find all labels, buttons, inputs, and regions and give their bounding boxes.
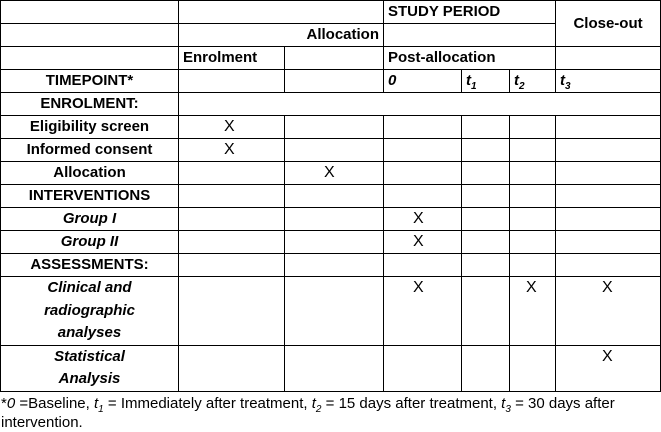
blank-cell — [179, 208, 285, 231]
blank-cell — [384, 254, 462, 277]
mark-consent-enrolment: X — [179, 139, 285, 162]
row-group2 — [1, 231, 661, 254]
blank-cell — [179, 1, 384, 24]
t3-letter: t — [560, 72, 566, 89]
row-label-clinical: Clinical and radiographic analyses — [1, 277, 179, 346]
blank-cell — [384, 162, 462, 185]
section-interventions: INTERVENTIONS — [1, 185, 179, 208]
blank-cell — [462, 345, 510, 391]
blank-cell — [462, 231, 510, 254]
blank-cell — [1, 47, 179, 70]
mark-clinical-t3: X — [556, 277, 661, 346]
blank-cell — [510, 185, 556, 208]
row-label-eligibility: Eligibility screen — [1, 116, 179, 139]
blank-cell — [510, 345, 556, 391]
timepoint-t2 — [510, 70, 556, 93]
blank-cell — [556, 47, 661, 70]
blank-cell — [179, 277, 285, 346]
t2-subscript: 2 — [519, 81, 525, 92]
blank-cell — [462, 162, 510, 185]
study-period-header: STUDY PERIOD — [384, 1, 556, 24]
row-statistical — [1, 345, 661, 391]
blank-cell — [179, 345, 285, 391]
blank-cell — [556, 254, 661, 277]
mark-group1-0: X — [384, 208, 462, 231]
footnote-t2-sub: 2 — [315, 404, 322, 415]
post-allocation-header: Post-allocation — [384, 47, 556, 70]
blank-cell — [285, 345, 384, 391]
blank-cell — [285, 277, 384, 346]
blank-cell — [285, 185, 384, 208]
blank-cell — [462, 139, 510, 162]
row-eligibility — [1, 116, 661, 139]
blank-cell — [285, 116, 384, 139]
blank-cell — [179, 93, 661, 116]
mark-group2-0: X — [384, 231, 462, 254]
blank-cell — [384, 185, 462, 208]
footnote-baseline: =Baseline, — [15, 395, 94, 412]
blank-cell — [462, 277, 510, 346]
blank-cell — [462, 208, 510, 231]
timepoint-0: 0 — [384, 70, 462, 93]
blank-cell — [556, 231, 661, 254]
mark-eligibility-enrolment: X — [179, 116, 285, 139]
blank-cell — [285, 254, 384, 277]
footnote-t1: t — [94, 395, 99, 412]
blank-cell — [179, 70, 285, 93]
row-label-group1: Group I — [1, 208, 179, 231]
footnote-t3: t — [501, 395, 506, 412]
row-label-group2: Group II — [1, 231, 179, 254]
blank-cell — [285, 208, 384, 231]
blank-cell — [1, 24, 179, 47]
blank-cell — [462, 116, 510, 139]
blank-cell — [510, 162, 556, 185]
timepoint-t3 — [556, 70, 661, 93]
allocation-header: Allocation — [179, 24, 384, 47]
blank-cell — [510, 254, 556, 277]
blank-cell — [556, 185, 661, 208]
blank-cell — [384, 116, 462, 139]
t3-subscript: 3 — [565, 81, 571, 92]
t1-subscript: 1 — [471, 81, 477, 92]
footnote-t1-sub: 1 — [98, 404, 104, 415]
blank-cell — [285, 231, 384, 254]
footnote-t2: t — [311, 395, 316, 412]
header-row-phases — [1, 47, 661, 70]
timepoint-t1 — [462, 70, 510, 93]
blank-cell — [285, 139, 384, 162]
blank-cell — [556, 208, 661, 231]
close-out-label: Close-out — [573, 14, 643, 32]
section-row-enrolment — [1, 93, 661, 116]
blank-cell — [556, 116, 661, 139]
footnote-t1-text: = Immediately after treatment, — [103, 395, 312, 412]
blank-cell — [510, 116, 556, 139]
footnote-zero: 0 — [6, 395, 16, 412]
mark-clinical-t2: X — [510, 277, 556, 346]
timepoint-row — [1, 70, 661, 93]
blank-cell — [510, 208, 556, 231]
blank-cell — [179, 231, 285, 254]
footnote-t2-text: = 15 days after treatment, — [321, 395, 502, 412]
blank-cell — [285, 47, 384, 70]
blank-cell — [179, 162, 285, 185]
footnote-t3-sub: 3 — [505, 404, 511, 415]
blank-cell — [462, 185, 510, 208]
blank-cell — [179, 185, 285, 208]
row-consent — [1, 139, 661, 162]
t2-letter: t — [514, 72, 519, 89]
enrolment-header: Enrolment — [179, 47, 285, 70]
blank-cell — [384, 24, 556, 47]
section-row-interventions — [1, 185, 661, 208]
mark-allocation: X — [285, 162, 384, 185]
blank-cell — [462, 254, 510, 277]
table-footnote — [1, 394, 659, 432]
mark-statistical-t3: X — [556, 345, 661, 391]
header-row-study-period — [1, 1, 661, 24]
row-clinical — [1, 277, 661, 346]
footnote-star: * — [1, 395, 7, 412]
blank-cell — [510, 231, 556, 254]
blank-cell — [179, 254, 285, 277]
timepoint-label: TIMEPOINT* — [1, 70, 179, 93]
t1-letter: t — [466, 72, 471, 89]
blank-cell — [384, 345, 462, 391]
close-out-header — [556, 1, 661, 47]
blank-cell — [556, 162, 661, 185]
footnote-t3-text: = 30 days after intervention. — [1, 395, 615, 431]
section-enrolment: ENROLMENT: — [1, 93, 179, 116]
section-row-assessments — [1, 254, 661, 277]
row-allocation — [1, 162, 661, 185]
mark-clinical-0: X — [384, 277, 462, 346]
row-label-consent: Informed consent — [1, 139, 179, 162]
blank-cell — [384, 139, 462, 162]
row-label-allocation: Allocation — [1, 162, 179, 185]
blank-cell — [1, 1, 179, 24]
blank-cell — [556, 139, 661, 162]
blank-cell — [510, 139, 556, 162]
row-group1 — [1, 208, 661, 231]
section-assessments: ASSESSMENTS: — [1, 254, 179, 277]
blank-cell — [285, 70, 384, 93]
row-label-statistical: Statistical Analysis — [1, 345, 179, 391]
